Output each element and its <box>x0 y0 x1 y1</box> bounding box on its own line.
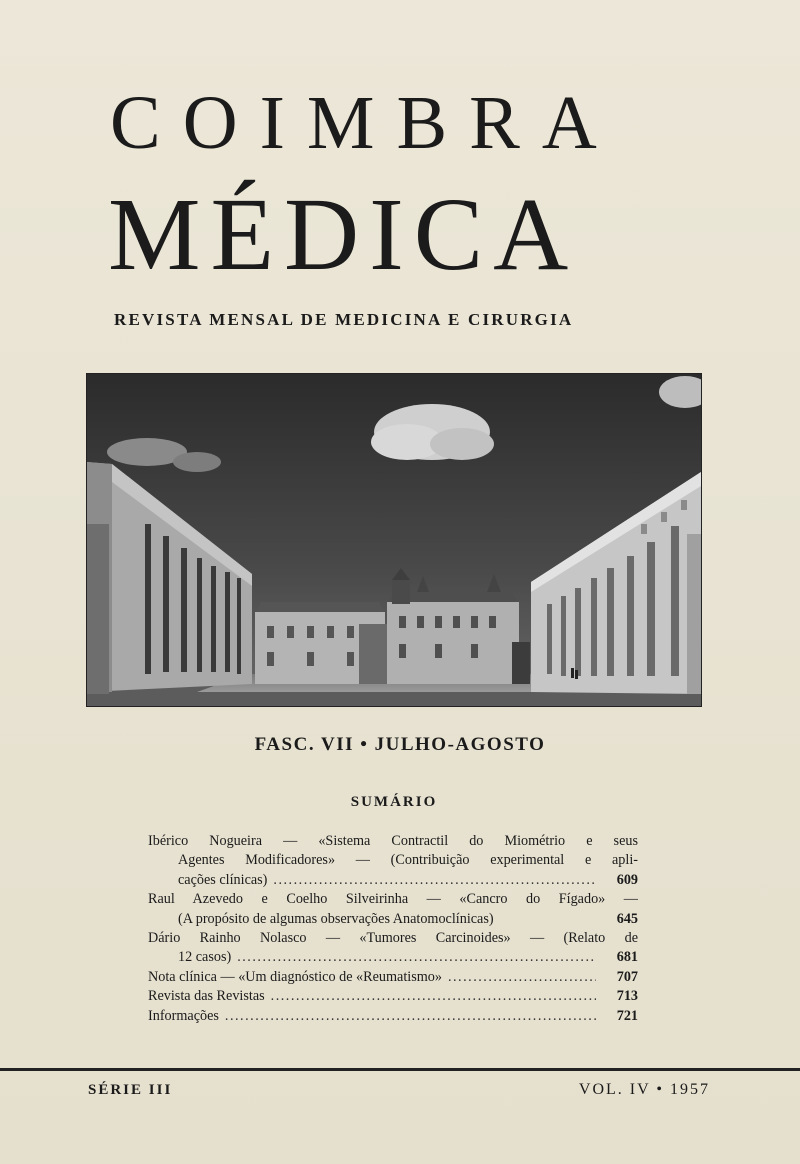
toc-page-number: 609 <box>616 871 638 888</box>
toc-line-text: Nota clínica — «Um diagnóstico de «Reumatismo» <box>148 968 442 985</box>
toc-page-number: 645 <box>616 910 638 927</box>
toc-line-text: Dário Rainho Nolasco — «Tumores Carcinoides» — (Relato de <box>148 929 638 946</box>
toc-line-text: Raul Azevedo e Coelho Silveirinha — «Cancro do Fígado» — <box>148 891 638 908</box>
dot-leader <box>271 987 596 1006</box>
toc-line <box>148 910 638 929</box>
dot-leader <box>273 871 596 890</box>
toc-line <box>148 871 638 890</box>
toc-page-number: 713 <box>616 988 638 1005</box>
table-of-contents <box>148 832 638 1026</box>
footer-rule <box>0 1068 800 1071</box>
toc-page-number: 721 <box>616 1007 638 1024</box>
toc-line-text: Revista das Revistas <box>148 988 265 1005</box>
toc-line-text: (A propósito de algumas observações Anatomoclínicas) <box>178 910 494 927</box>
toc-line-text: Informações <box>148 1007 219 1024</box>
masthead-line-1: COIMBRA <box>110 81 619 165</box>
toc-line <box>148 987 638 1006</box>
toc-line <box>148 1007 638 1026</box>
toc-page-number: 681 <box>616 949 638 966</box>
summary-heading: SUMÁRIO <box>350 794 438 810</box>
cover-photo-university-courtyard <box>86 373 702 707</box>
toc-line-text: 12 casos) <box>178 949 232 966</box>
toc-line <box>148 851 638 870</box>
masthead-line-2: MÉDICA <box>108 177 579 292</box>
toc-line <box>148 948 638 967</box>
dot-leader <box>448 968 596 987</box>
series-label: SÉRIE III <box>88 1082 173 1098</box>
toc-line-text: Ibérico Nogueira — «Sistema Contractil do Miométrio e seus <box>148 833 638 849</box>
toc-line <box>148 968 638 987</box>
toc-line <box>148 929 638 948</box>
volume-year: VOL. IV • 1957 <box>578 1081 710 1098</box>
toc-line <box>148 832 638 851</box>
toc-line-text: Agentes Modificadores» — (Contribuição experimental e apli- <box>178 852 638 869</box>
toc-line <box>148 890 638 909</box>
toc-line-text: cações clínicas) <box>178 871 268 888</box>
dot-leader <box>225 1007 596 1026</box>
toc-page-number: 707 <box>616 968 638 985</box>
dot-leader <box>237 948 596 967</box>
masthead-subtitle: REVISTA MENSAL DE MEDICINA E CIRURGIA <box>114 310 574 329</box>
fascicle-line: FASC. VII • JULHO-AGOSTO <box>254 734 546 755</box>
